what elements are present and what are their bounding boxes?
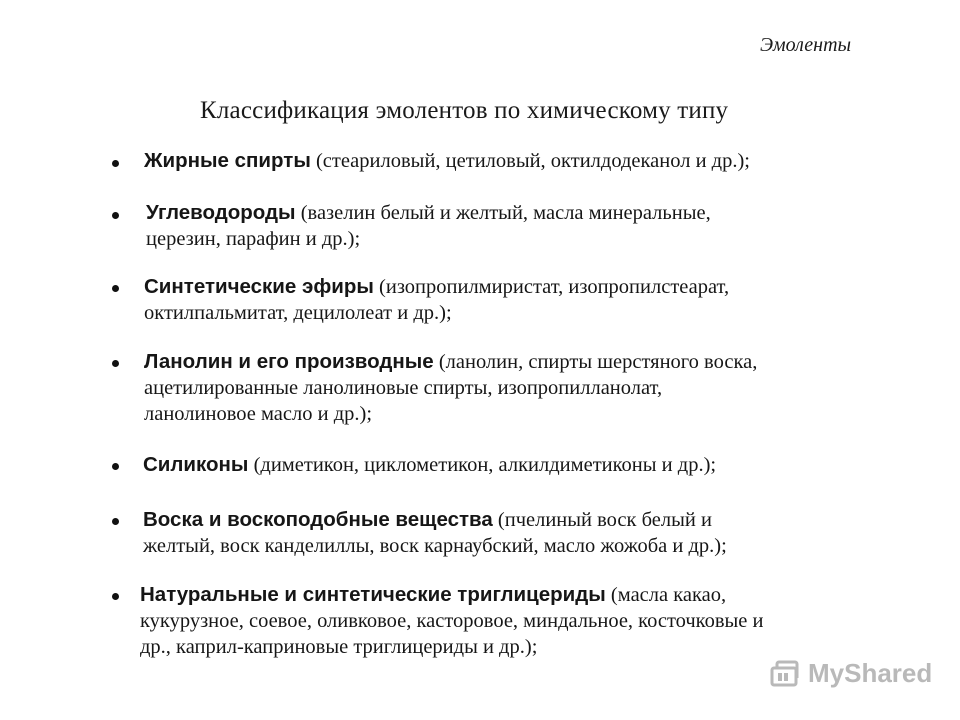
- item-desc: (стеариловый, цетиловый, октилдодеканол и др.);: [310, 150, 751, 172]
- item-term: Воска и воскоподобные вещества: [143, 508, 493, 531]
- item-desc: церезин, парафин и др.);: [146, 228, 361, 250]
- item-desc: др., каприл-каприновые триглицериды и др.);: [140, 636, 538, 658]
- bullet-icon: [112, 463, 119, 470]
- item-desc: желтый, воск канделиллы, воск карнаубский, масло жожоба и др.);: [143, 535, 727, 557]
- item-term: Углеводороды: [146, 201, 296, 224]
- item-term: Синтетические эфиры: [144, 275, 374, 298]
- bullet-icon: [112, 360, 119, 367]
- bullet-icon: [112, 212, 119, 219]
- bullet-icon: [112, 593, 119, 600]
- watermark-text: MyShared: [808, 658, 933, 688]
- item-desc: (изопропилмиристат, изопропилстеарат,: [373, 276, 730, 298]
- item-desc: (масла какао,: [605, 584, 727, 606]
- item-desc: (пчелиный воск белый и: [492, 509, 712, 531]
- item-term: Ланолин и его производные: [144, 350, 434, 373]
- item-term: Жирные спирты: [144, 149, 311, 172]
- item-desc: (вазелин белый и желтый, масла минеральные,: [295, 202, 711, 224]
- item-desc: ацетилированные ланолиновые спирты, изопропилланолат,: [144, 377, 663, 399]
- item-desc: (ланолин, спирты шерстяного воска,: [433, 351, 758, 373]
- item-desc: ланолиновое масло и др.);: [144, 403, 373, 425]
- item-term: Натуральные и синтетические триглицериды: [140, 583, 606, 606]
- item-term: Силиконы: [143, 453, 249, 476]
- watermark: [770, 658, 932, 689]
- header-label: Эмоленты: [760, 34, 852, 56]
- bullet-icon: [112, 160, 119, 167]
- page-title: Классификация эмолентов по химическому типу: [200, 97, 729, 124]
- item-desc: кукурузное, соевое, оливковое, касторовое, миндальное, косточковые и: [140, 610, 764, 632]
- item-desc: октилпальмитат, децилолеат и др.);: [144, 302, 452, 324]
- myshared-logo-icon: [770, 659, 802, 689]
- bullet-icon: [112, 518, 119, 525]
- item-desc: (диметикон, циклометикон, алкилдиметиконы и др.);: [248, 454, 717, 476]
- bullet-icon: [112, 285, 119, 292]
